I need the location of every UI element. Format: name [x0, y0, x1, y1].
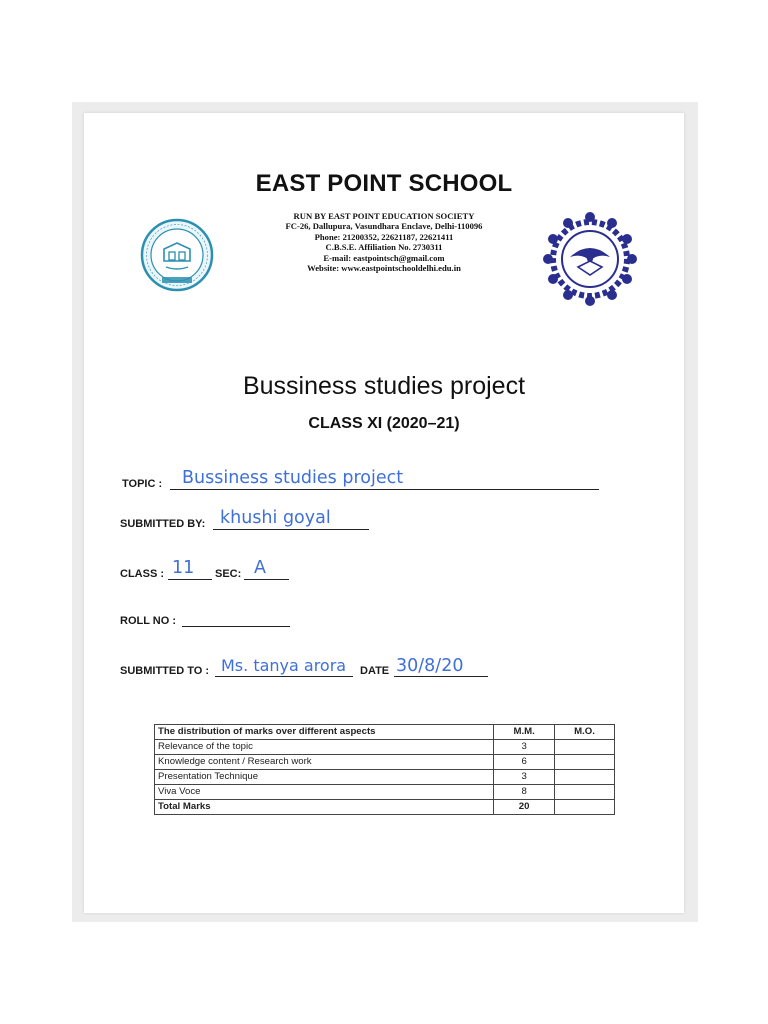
class-label: CLASS : — [120, 568, 164, 580]
class-underline — [168, 579, 212, 580]
topic-label: TOPIC : — [122, 478, 163, 490]
topic-underline — [170, 489, 599, 490]
submitted-to-label: SUBMITTED TO : — [120, 665, 210, 677]
aspect-header: The distribution of marks over different aspects — [155, 725, 494, 740]
max-marks-header: M.M. — [494, 725, 555, 740]
submitted-to-value: Ms. tanya arora — [221, 656, 347, 675]
submitted-by-label: SUBMITTED BY: — [120, 518, 206, 530]
total-marks-obtained-cell — [555, 800, 615, 815]
aspect-cell: Knowledge content / Research work — [155, 755, 494, 770]
date-value: 30/8/20 — [396, 656, 464, 676]
affiliation-line: C.B.S.E. Affiliation No. 2730311 — [325, 242, 443, 253]
total-label-cell: Total Marks — [155, 800, 494, 815]
aspect-cell: Relevance of the topic — [155, 740, 494, 755]
table-row — [155, 785, 615, 800]
table-row — [155, 770, 615, 785]
marks-obtained-cell — [555, 755, 615, 770]
project-title: Bussiness studies project — [242, 372, 526, 400]
max-marks-cell: 8 — [494, 785, 555, 800]
table-row — [155, 740, 615, 755]
class-year: CLASS XI (2020–21) — [308, 415, 460, 432]
marks-obtained-cell — [555, 740, 615, 755]
website-line: Website: www.eastpointschooldelhi.edu.in — [307, 263, 461, 274]
marks-obtained-cell — [555, 770, 615, 785]
school-name: EAST POINT SCHOOL — [255, 170, 513, 197]
submitted-to-underline — [215, 676, 353, 677]
total-row — [155, 800, 615, 815]
submitted-by-value: khushi goyal — [220, 508, 331, 528]
address-line: FC-26, Dallupura, Vasundhara Enclave, Delhi-110096 — [285, 221, 483, 232]
date-underline — [394, 676, 488, 677]
document-page — [84, 113, 684, 913]
marks-table — [154, 724, 615, 815]
aspect-cell: Presentation Technique — [155, 770, 494, 785]
email-line: E-mail: eastpointsch@gmail.com — [323, 252, 445, 263]
cbse-seal-icon — [138, 217, 216, 298]
sec-label: SEC: — [215, 568, 242, 580]
date-label: DATE — [360, 665, 390, 677]
total-max-marks-cell: 20 — [494, 800, 555, 815]
sec-underline — [244, 579, 289, 580]
table-row — [155, 755, 615, 770]
max-marks-cell: 3 — [494, 740, 555, 755]
max-marks-cell: 6 — [494, 755, 555, 770]
marks-obtained-cell — [555, 785, 615, 800]
phone-line: Phone: 21200352, 22621187, 22621411 — [314, 231, 454, 242]
aspect-cell: Viva Voce — [155, 785, 494, 800]
society-line: RUN BY EAST POINT EDUCATION SOCIETY — [293, 211, 475, 221]
topic-value: Bussiness studies project — [182, 468, 404, 488]
class-value: 11 — [172, 558, 195, 578]
submitted-by-underline — [213, 529, 369, 530]
max-marks-cell: 3 — [494, 770, 555, 785]
roll-no-underline — [182, 626, 290, 627]
marks-table-header — [155, 725, 615, 740]
school-emblem-icon — [540, 209, 640, 312]
sec-value: A — [254, 558, 266, 578]
marks-obtained-header: M.O. — [555, 725, 615, 740]
roll-no-label: ROLL NO : — [120, 615, 177, 627]
